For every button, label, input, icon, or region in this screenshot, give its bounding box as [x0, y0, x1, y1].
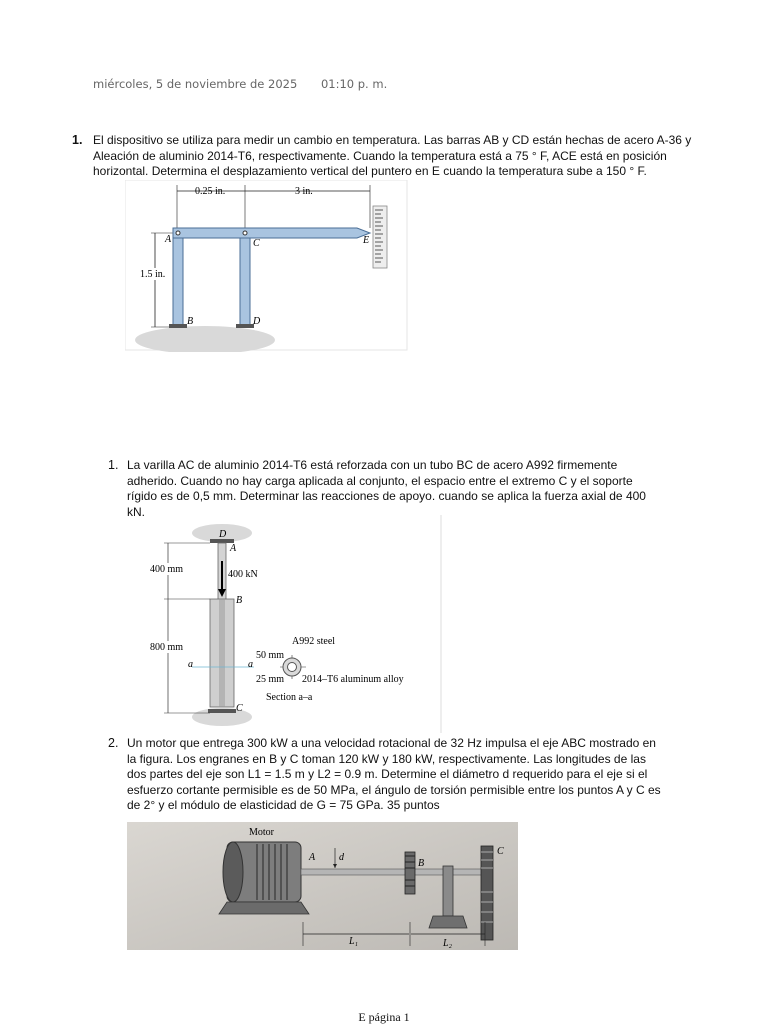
label-b: B [187, 316, 194, 327]
question-2-text: La varilla AC de aluminio 2014-T6 está reforzada con un tubo BC de acero A992 firmemente adherido. Cuando no hay carga aplicada al conjunto, el espacio entre el extremo C y el soporte rígido es de 0,5 mm. Determinar las reacciones de apoyo. cuando se aplica la fuerza axial de 400 kN. [127, 458, 646, 519]
label-e: E [363, 235, 370, 246]
question-1-number: 1. [72, 133, 83, 147]
section-mark-right: a [248, 659, 253, 670]
dim-800mm: 800 mm [150, 642, 184, 653]
motor-base [219, 902, 309, 914]
label-d: d [339, 852, 344, 863]
section-label: Section a–a [266, 692, 313, 703]
label-a: A [165, 234, 172, 245]
question-1-text: El dispositivo se utiliza para medir un cambio en temperatura. Las barras AB y CD están hechas de acero A-36 y Aleación de aluminio 2014-T6, respectivamente. Cuando la temperatura está a 75 ° F, ACE está en posición horizontal. Determina el desplazamiento vertical del puntero en E cuando la temperatura sube a 150 ° F. [93, 133, 692, 178]
dim-height-label: 1.5 in. [140, 269, 166, 280]
shaft [301, 869, 491, 875]
label-l1: L₁ [349, 936, 359, 947]
gear-b [405, 852, 415, 894]
pointer-ace [173, 228, 370, 238]
figure-pointer-device [125, 180, 410, 352]
dim-left-label: 0.25 in. [195, 186, 226, 197]
inner-dim-label: 25 mm [256, 674, 285, 685]
label-l2: L₂ [443, 938, 453, 949]
figure-motor-shaft [127, 822, 518, 950]
question-3-number: 2. [108, 736, 119, 750]
steel-label: A992 steel [292, 636, 336, 647]
alloy-label: 2014–T6 aluminum alloy [302, 674, 404, 685]
label-b: B [418, 858, 425, 869]
page-footer: E página 1 [358, 1010, 410, 1024]
bar-cd [240, 236, 250, 326]
note-timestamp [93, 77, 407, 91]
dim-right-label: 3 in. [295, 186, 313, 197]
label-c: C [497, 846, 504, 857]
label-a: A [230, 543, 237, 554]
label-c: C [236, 703, 243, 714]
label-b: B [236, 595, 243, 606]
pointer-scale [373, 206, 387, 268]
figure-rod-tube [130, 515, 445, 735]
section-mark-left: a [188, 659, 193, 670]
note-time: 01:10 p. m. [320, 77, 388, 91]
question-2-number: 1. [108, 458, 119, 472]
note-date: miércoles, 5 de noviembre de 2025 [93, 77, 298, 91]
bearing-support [429, 916, 467, 928]
rod-section [288, 663, 297, 672]
question-3-text: Un motor que entrega 300 kW a una velocidad rotacional de 32 Hz impulsa el eje ABC mostrado en la figura. Los engranes en B y C toman 120 kW y 180 kW, respectivamente. Las longitudes de las dos partes del eje son L1 = 1.5 m y L2 = 0.9 m. Determine el diámetro d requerido para el eje si el esfuerzo cortante permisible es de 50 MPa, el ángulo de torsión permisible entre los puntos A y C es de 2° y el módulo de elasticidad de G = 75 GPa. 35 puntos [127, 736, 661, 812]
dim-400mm: 400 mm [150, 564, 184, 575]
motor-label: Motor [249, 827, 274, 838]
load-label: 400 kN [228, 569, 258, 580]
outer-dim-label: 50 mm [256, 650, 285, 661]
label-c: C [253, 238, 260, 249]
label-a: A [309, 852, 316, 863]
label-d: D [253, 316, 261, 327]
label-d: D [219, 529, 227, 540]
bar-ab [173, 236, 183, 326]
